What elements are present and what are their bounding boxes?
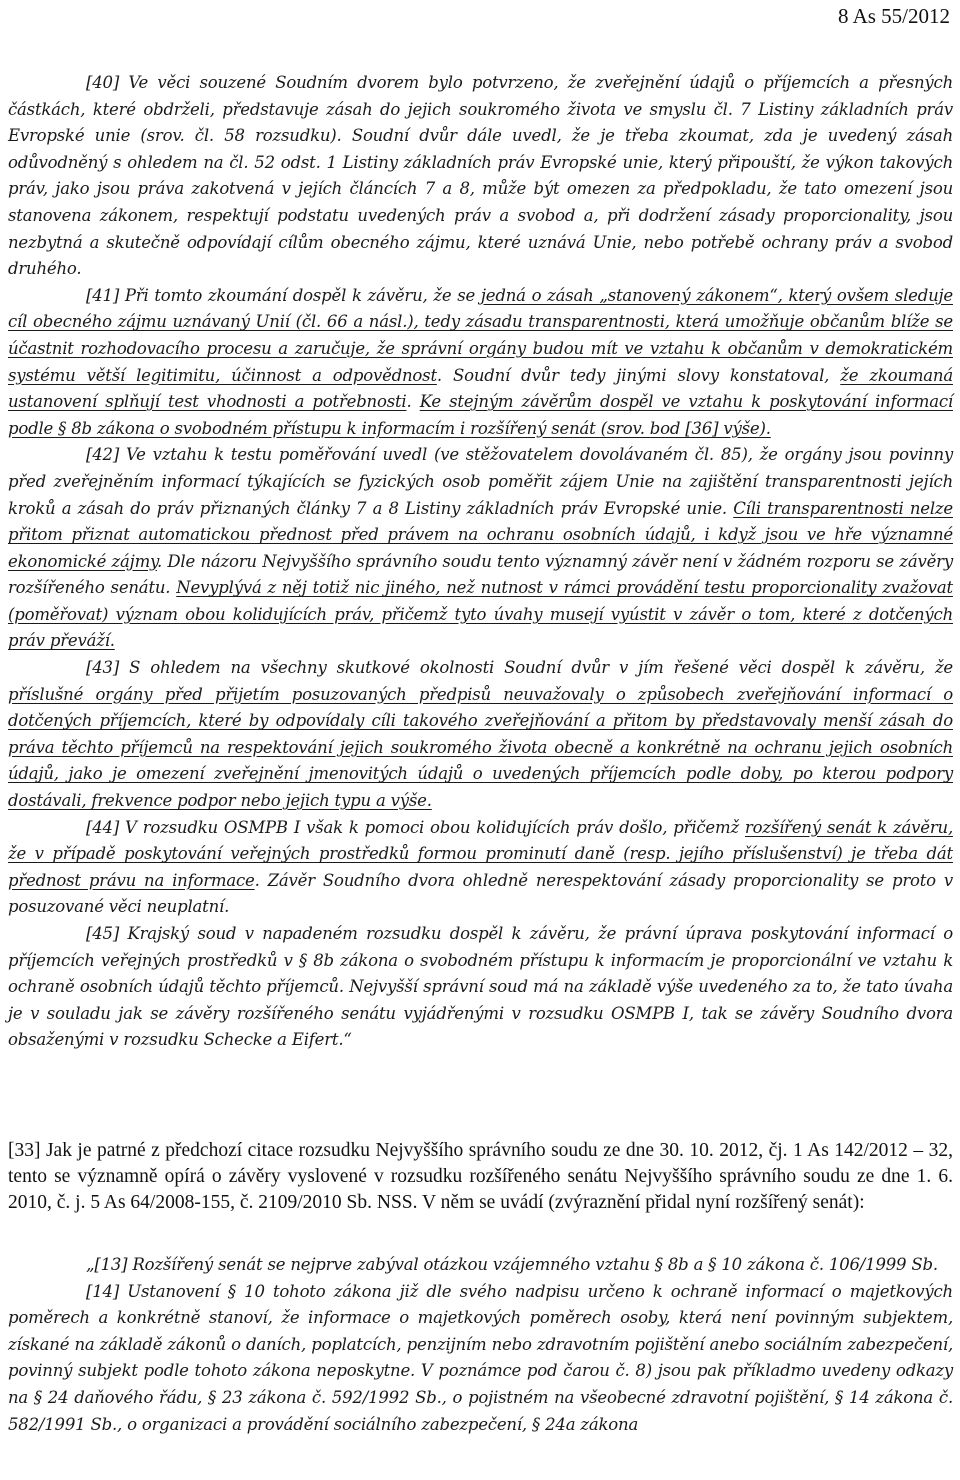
- paragraph-13: „[13] Rozšířený senát se nejprve zabýval otázkou vzájemného vztahu § 8b a § 10 zákona č. 106/1999 Sb.: [86, 1255, 938, 1274]
- case-number: 8 As 55/2012: [837, 4, 950, 28]
- paragraph-43-text: [43] S ohledem na všechny skutkové okolnosti Soudní dvůr v jím řešené věci dospěl k závěru, že: [86, 658, 953, 678]
- paragraph-45: [45] Krajský soud v napadeném rozsudku dospěl k závěru, že právní úprava poskytování informací o příjemcích veřejných prostředků v § 8b zákona o svobodném přístupu k informacím je proporcionální ve vztahu k ochraně osobních údajů těchto příjemců. Nejvyšší správní soud má na základě výše uvedeného za to, že tato úvaha je v souladu jak se závěry rozšířeného senátu vyjádřenými v rozsudku OSMPB I, tak se závěry Soudního dvora obsaženými v rozsudku Schecke a Eifert.“: [8, 924, 953, 1050]
- paragraph-43-emphasis: příslušné orgány před přijetím posuzovaných předpisů neuvažovaly o způsobech zveřejňování informací o dotčených příjemcích, které by odpovídaly cíli takového zveřejňování a přitom by představovaly menší zásah do práva těchto příjemců na respektování jejich soukromého života obecně a konkrétně na ochranu jejich osobních údajů, jako je omezení zveřejnění jmenovitých údajů o uvedených příjemcích podle doby, po kterou podpory dostávali, frekvence podpor nebo jejich typu a výše.: [8, 684, 953, 811]
- paragraph-43: [8, 655, 953, 815]
- paragraph-42-text-2: . Dle názoru Nejvyššího správního soudu tento významný závěr není v žádném rozporu se závěry rozšířeného senátu.: [8, 551, 953, 598]
- paragraph-41: [8, 283, 953, 443]
- paragraph-41-emphasis-3: Ke stejným závěrům dospěl ve vztahu k poskytování informací podle § 8b zákona o svobodném přístupu k informacím i rozšířený senát (srov. bod [36] výše).: [8, 392, 953, 438]
- paragraph-41-text-3: .: [406, 392, 420, 412]
- paragraph-40: [40] Ve věci souzené Soudním dvorem bylo potvrzeno, že zveřejnění údajů o příjemcích a přesných částkách, které obdrželi, představuje zásah do jejich soukromého života ve smyslu čl. 7 Listiny základních práv Evropské unie (srov. čl. 58 rozsudku). Soudní dvůr dále uvedl, že je třeba zkoumat, zda je uvedený zásah odůvodněný s ohledem na čl. 52 odst. 1 Listiny základních práv Evropské unie, který připouští, že výkon takových práv, jako jsou práva zakotvená v jejích článcích 7 a 8, může být omezen za předpokladu, že tato omezení jsou stanovena zákonem, respektují podstatu uvedených práv a svobod a, při dodržení zásady proporcionality, jsou nezbytná a skutečně odpovídají cílům obecného zájmu, které uznává Unie, nebo potřebě ochrany práv a svobod druhého.: [8, 73, 953, 279]
- paragraph-44-emphasis: rozšířený senát k závěru, že v případě poskytování veřejných prostředků formou prominutí daně (resp. jejího příslušenství) je třeba dát přednost právu na informace: [8, 817, 953, 890]
- paragraph-42-emphasis-2: Nevyplývá z něj totiž nic jiného, než nutnost v rámci provádění testu proporcionality zvažovat (poměřovat) význam obou kolidujících práv, přičemž tyto úvahy musejí vyústit v závěr o tom, které z dotčených práv převáží.: [8, 578, 953, 651]
- paragraph-42-text: [42] Ve vztahu k testu poměřování uvedl (ve stěžovatelem dovolávaném čl. 85), že orgány jsou povinny před zveřejněním informací týkajících se fyzických osob poměřit zájem Unie na zajištění transparentnosti jejích kroků a zásah do práv přiznaných články 7 a 8 Listiny základních práv Evropské unie.: [8, 445, 953, 518]
- paragraph-41-emphasis-1: jedná o zásah „stanovený zákonem“, který ovšem sleduje cíl obecného zájmu uznávaný Unií (čl. 66 a násl.), tedy zásadu transparentnosti, která umožňuje občanům blíže se účastnit rozhodovacího procesu a zaručuje, že správní orgány budou mít ve vztahu k občanům v demokratickém systému větší legitimitu, účinnost a odpovědnost: [8, 285, 953, 385]
- main-text: [8, 1138, 953, 1216]
- paragraph-33: [33] Jak je patrné z předchozí citace rozsudku Nejvyššího správního soudu ze dne 30. 10. 2012, čj. 1 As 142/2012 – 32, tento se významně opírá o závěry vyslovené v rozsudku rozšířeného senátu Nejvyššího správního soudu ze dne 1. 6. 2010, č. j. 5 As 64/2008-155, č. 2109/2010 Sb. NSS. V něm se uvádí (zvýraznění přidal nyní rozšířený senát):: [8, 1140, 953, 1213]
- paragraph-44: [8, 815, 953, 921]
- paragraph-44-text: [44] V rozsudku OSMPB I však k pomoci obou kolidujících práv došlo, přičemž: [86, 817, 745, 837]
- paragraph-41-text-2: . Soudní dvůr tedy jinými slovy konstatoval,: [436, 365, 841, 385]
- paragraph-14: [14] Ustanovení § 10 tohoto zákona již dle svého nadpisu určeno k ochraně informací o majetkových poměrech a konkrétně stanoví, že informace o majetkových poměrech osoby, která není povinným subjektem, získané na základě zákonů o daních, poplatcích, penzijním nebo zdravotním pojištění anebo sociálním zabezpečení, povinný subjekt podle tohoto zákona neposkytne. V poznámce pod čarou č. 8) jsou pak příkladmo uvedeny odkazy na § 24 daňového řádu, § 23 zákona č. 592/1992 Sb., o pojistném na všeobecné zdravotní pojištění, § 14 zákona č. 582/1991 Sb., o organizaci a provádění sociálního zabezpečení, § 24a zákona: [8, 1281, 953, 1434]
- quoted-senate-text: [8, 1252, 953, 1438]
- paragraph-44-text-2: . Závěr Soudního dvora ohledně nerespektování zásady proporcionality se proto v posuzované věci neuplatní.: [8, 870, 954, 917]
- paragraph-41-emphasis-2: že zkoumaná ustanovení splňují test vhodnosti a potřebnosti: [8, 365, 953, 412]
- paragraph-42-emphasis-1: Cíli transparentnosti nelze přitom přiznat automatickou přednost před právem na ochranu osobních údajů, i když jsou ve hře významné ekonomické zájmy: [8, 498, 953, 571]
- quoted-judgment-text: [8, 70, 953, 1054]
- paragraph-41-text: [41] Při tomto zkoumání dospěl k závěru, že se: [86, 285, 481, 305]
- paragraph-42: [8, 442, 953, 655]
